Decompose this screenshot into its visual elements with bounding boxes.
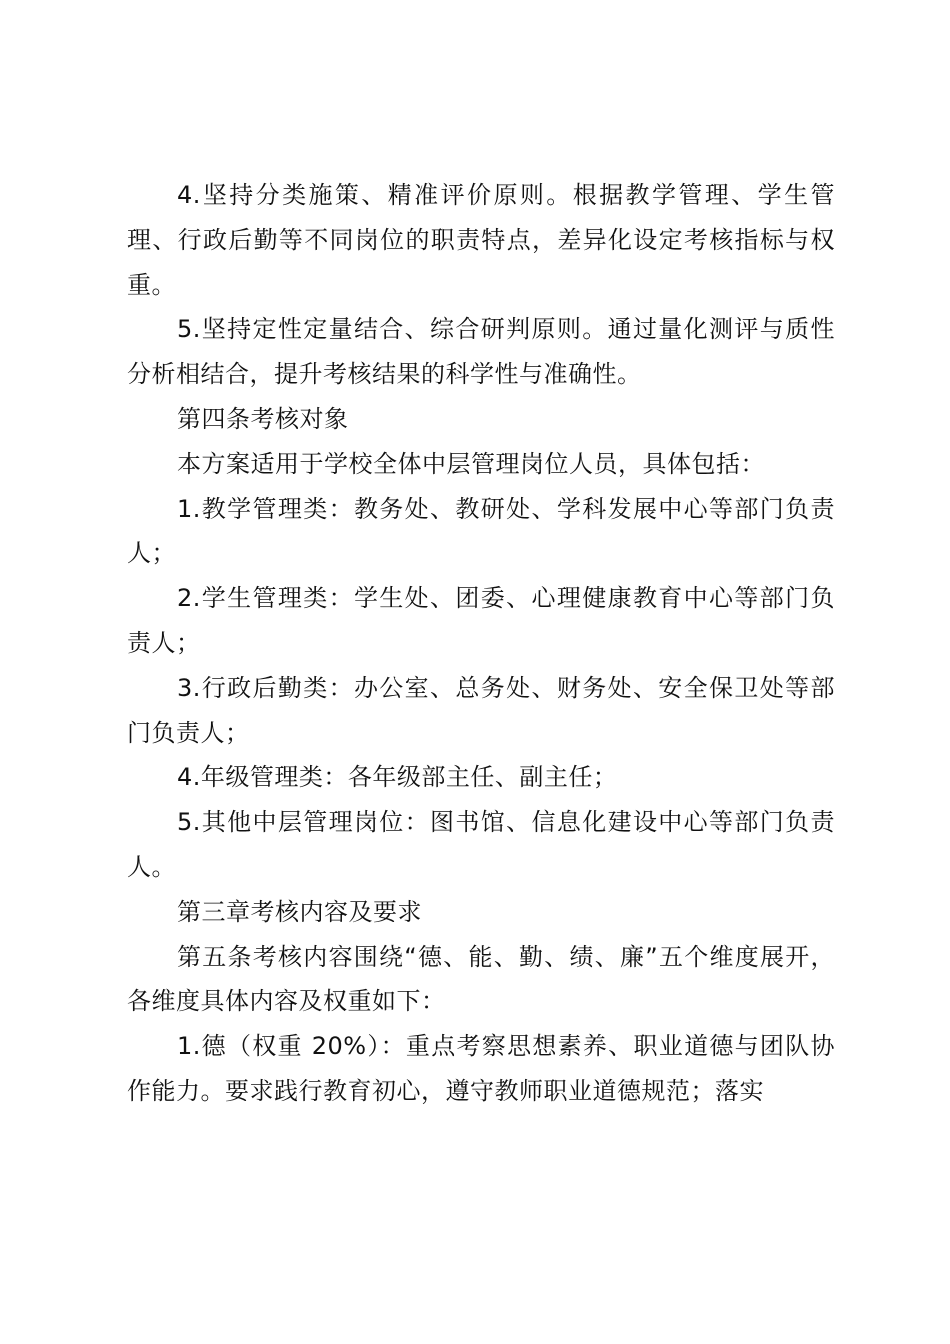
article-4-heading: 第四条考核对象	[177, 404, 349, 433]
list-item-student-management: 2.学生管理类：学生处、团委、心理健康教育中心等部门负责人；	[127, 584, 835, 657]
list-item-other-positions: 5.其他中层管理岗位：图书馆、信息化建设中心等部门负责人。	[127, 808, 835, 881]
list-item-grade-management: 4.年级管理类：各年级部主任、副主任；	[177, 763, 618, 792]
list-item-administrative-logistics: 3.行政后勤类：办公室、总务处、财务处、安全保卫处等部门负责人；	[127, 673, 835, 747]
document-body	[127, 173, 835, 1114]
list-item-teaching-management: 1.教学管理类：教务处、教研处、学科发展中心等部门负责人；	[127, 494, 835, 568]
paragraph-principle-4: 4.坚持分类施策、精准评价原则。根据教学管理、学生管理、行政后勤等不同岗位的职责特点，差异化设定考核指标与权重。	[127, 181, 835, 299]
paragraph-morality-dimension: 1.德（权重 20%）：重点考察思想素养、职业道德与团队协作能力。要求践行教育初心，遵守教师职业道德规范；落实	[127, 1032, 835, 1105]
article-5-paragraph: 第五条考核内容围绕“德、能、勤、绩、廉”五个维度展开，各维度具体内容及权重如下：	[127, 942, 835, 1016]
paragraph-scope-intro: 本方案适用于学校全体中层管理岗位人员，具体包括：	[177, 449, 765, 478]
paragraph-principle-5: 5.坚持定性定量结合、综合研判原则。通过量化测评与质性分析相结合，提升考核结果的科学性与准确性。	[127, 315, 835, 389]
chapter-3-heading: 第三章考核内容及要求	[177, 897, 422, 926]
